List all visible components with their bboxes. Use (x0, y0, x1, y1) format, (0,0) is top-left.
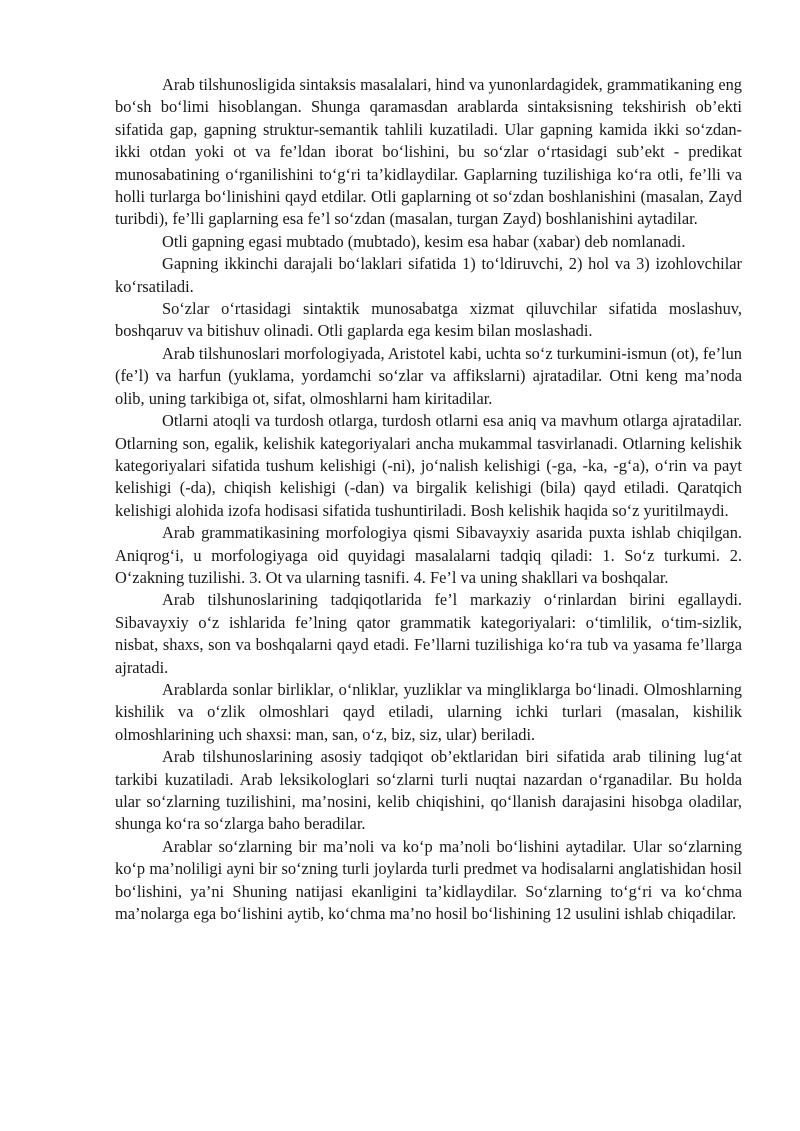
paragraph-2: Otli gapning egasi mubtado (mubtado), kesim esa habar (xabar) deb nomlanadi. (162, 231, 686, 251)
document-body (115, 74, 742, 925)
paragraph-8: Arab tilshunoslarining tadqiqotlarida fe’l markaziy o‘rinlardan birini egallaydi. Sibavayxiy o‘z ishlarida fe’lning qator grammatik kategoriyalari: o‘timlilik, o‘tim-sizlik, nisbat, shaxs, son va boshqalarni qayd etadi. Fe’llarni tuzilishiga ko‘ra tub va yasama fe’llarga ajratadi. (115, 590, 742, 677)
paragraph-10: Arab tilshunoslarining asosiy tadqiqot ob’ektlaridan biri sifatida arab tilining lug‘at tarkibi kuzatiladi. Arab leksikologlari so‘zlarni turli nuqtai nazardan o‘rganadilar. Bu holda ular so‘zlarning tuzilishini, ma’nosini, kelib chiqishini, qo‘llanish darajasini hisobga oladilar, shunga ko‘ra so‘zlarga baho beradilar. (115, 747, 742, 834)
paragraph-7: Arab grammatikasining morfologiya qismi Sibavayxiy asarida puxta ishlab chiqilgan. Aniqrog‘i, u morfologiyaga oid quyidagi masalalarni tadqiq qiladi: 1. So‘z turkumi. 2. O‘zakning tuzilishi. 3. Ot va ularning tasnifi. 4. Fe’l va uning shakllari va boshqalar. (115, 523, 742, 587)
paragraph-4: So‘zlar o‘rtasidagi sintaktik munosabatga xizmat qiluvchilar sifatida moslashuv, boshqaruv va bitishuv olinadi. Otli gaplarda ega kesim bilan moslashadi. (115, 299, 742, 341)
paragraph-9: Arablarda sonlar birliklar, o‘nliklar, yuzliklar va mingliklarga bo‘linadi. Olmoshlarning kishilik va o‘zlik olmoshlari qayd etiladi, ularning ichki turlari (masalan, kishilik olmoshlarining uch shaxsi: man, san, o‘z, biz, siz, ular) beriladi. (115, 679, 742, 744)
paragraph-5: Arab tilshunoslari morfologiyada, Aristotel kabi, uchta so‘z turkumini-ismun (ot), fe’lun (fe’l) va harfun (yuklama, yordamchi so‘zlar va affikslarni) ajratadilar. Otni keng ma’noda olib, uning tarkibiga ot, sifat, olmoshlarni ham kiritadilar. (115, 343, 742, 408)
paragraph-11: Arablar so‘zlarning bir ma’noli va ko‘p ma’noli bo‘lishini aytadilar. Ular so‘zlarning ko‘p ma’noliligi ayni bir so‘zning turli joylarda turli predmet va hodisalarni anglatishidan hosil bo‘lishini, ya’ni Shuning natijasi ekanligini ta’kidlaydilar. So‘zlarning to‘g‘ri va ko‘chma ma’nolarga ega bo‘lishini aytib, ko‘chma ma’no hosil bo‘lishining 12 usulini ishlab chiqadilar. (115, 836, 742, 924)
paragraph-1: Arab tilshunosligida sintaksis masalalari, hind va yunonlardagidek, grammatikaning eng bo‘sh bo‘limi hisoblangan. Shunga qaramasdan arablarda sintaksisning tekshirish ob’ekti sifatida gap, gapning struktur-semantik tahlili kuzatiladi. Ular gapning kamida ikki so‘zdan-ikki otdan yoki ot va fe’ldan iborat bo‘lishini, bu so‘zlar o‘rtasidagi sub’ekt - predikat munosabatining o‘rganilishini to‘g‘ri ta’kidlaydilar. Gaplarning tuzilishiga ko‘ra otli, fe’lli va holli turlarga bo‘linishini qayd etdilar. Otli gaplarning ot so‘zdan boshlanishini (masalan, Zayd turibdi), fe’lli gaplarning esa fe’l so‘zdan (masalan, turgan Zayd) boshlanishini aytadilar. (115, 75, 742, 229)
paragraph-3: Gapning ikkinchi darajali bo‘laklari sifatida 1) to‘ldiruvchi, 2) hol va 3) izohlovchilar ko‘rsatiladi. (115, 254, 742, 296)
paragraph-6: Otlarni atoqli va turdosh otlarga, turdosh otlarni esa aniq va mavhum otlarga ajratadilar. Otlarning son, egalik, kelishik kategoriyalari ancha mukammal tasvirlanadi. Otlarning kelishik kategoriyalari sifatida tushum kelishigi (-ni), jo‘nalish kelishigi (-ga, -ka, -g‘a), o‘rin va payt kelishigi (-da), chiqish kelishigi (-dan) va birgalik kelishigi (bila) qayd etiladi. Qaratqich kelishigi alohida izofa hodisasi sifatida tushuntiriladi. Bosh kelishik haqida so‘z yuritilmaydi. (115, 411, 742, 520)
